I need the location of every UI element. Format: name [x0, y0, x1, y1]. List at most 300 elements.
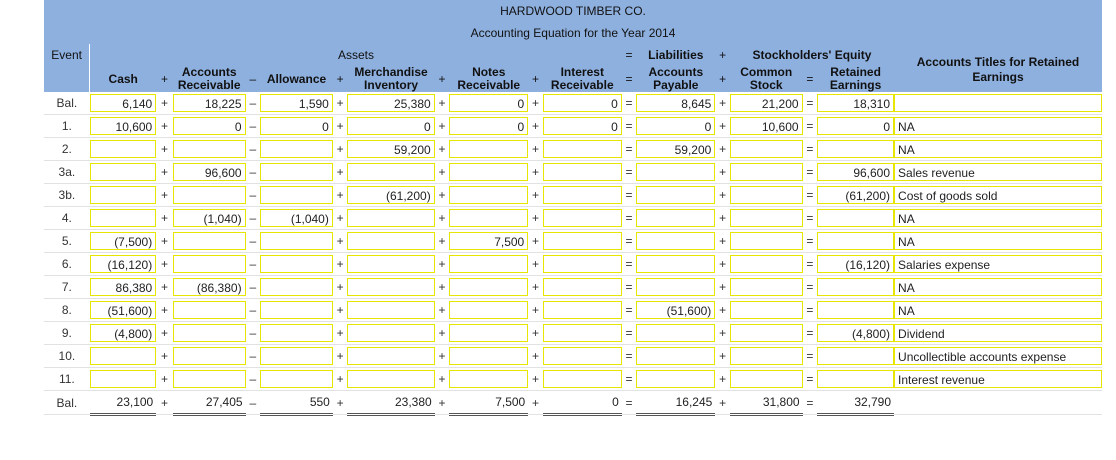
ap-input[interactable]: 59,200 — [636, 140, 715, 158]
re-input[interactable]: (4,800) — [817, 324, 894, 342]
ap-cell — [636, 276, 715, 299]
event-header: Event — [44, 44, 90, 92]
account-title-input[interactable]: NA — [894, 232, 1102, 250]
operator: + — [156, 253, 173, 276]
operator: + — [528, 253, 543, 276]
operator: + — [156, 92, 173, 115]
account-title-input[interactable]: Uncollectible accounts expense — [894, 347, 1102, 365]
nr-input[interactable]: 0 — [449, 94, 528, 112]
allow-cell — [260, 161, 333, 184]
cs-input[interactable] — [730, 370, 803, 388]
nr-cell — [449, 368, 528, 391]
nr-total: 7,500 — [495, 395, 526, 409]
ap-input[interactable] — [636, 186, 715, 204]
operator: + — [333, 391, 348, 415]
ar-header-line1: Accounts — [181, 66, 237, 79]
operator: + — [528, 391, 543, 415]
cs-input[interactable]: 21,200 — [730, 94, 803, 112]
inv-input[interactable] — [347, 232, 434, 250]
allow-cell — [260, 184, 333, 207]
operator: + — [435, 184, 450, 207]
operator: + — [715, 138, 730, 161]
allow-input[interactable] — [260, 301, 333, 319]
ap-input[interactable] — [636, 163, 715, 181]
operator: = — [803, 299, 818, 322]
account-title-input[interactable]: NA — [894, 301, 1102, 319]
operator: + — [156, 391, 173, 415]
cash-input[interactable]: (4,800) — [90, 324, 157, 342]
account-title-input[interactable]: Cost of goods sold — [894, 186, 1102, 204]
operator: + — [156, 207, 173, 230]
operator: + — [715, 253, 730, 276]
ap-cell — [636, 368, 715, 391]
event-label: 3a. — [44, 161, 90, 184]
allow-input[interactable]: (1,040) — [260, 209, 333, 227]
event-label: 7. — [44, 276, 90, 299]
ar-input[interactable]: (86,380) — [173, 278, 246, 296]
cash-input[interactable]: (16,120) — [90, 255, 157, 273]
account-title-input[interactable]: NA — [894, 140, 1102, 158]
operator: = — [622, 299, 637, 322]
ir-header-line2: Receivable — [550, 78, 614, 92]
operator: – — [246, 276, 261, 299]
cs-cell — [730, 322, 803, 345]
cash-input[interactable] — [90, 186, 157, 204]
cs-input[interactable] — [730, 186, 803, 204]
inv-cell — [347, 276, 434, 299]
cs-input[interactable]: 10,600 — [730, 117, 803, 135]
ir-input[interactable] — [543, 255, 622, 273]
re-cell — [817, 207, 894, 230]
table-row — [44, 92, 1102, 115]
ap-cell — [636, 253, 715, 276]
cs-cell — [730, 138, 803, 161]
cash-input[interactable]: (7,500) — [90, 232, 157, 250]
ir-input[interactable] — [543, 209, 622, 227]
inv-input[interactable] — [347, 370, 434, 388]
ir-input[interactable] — [543, 278, 622, 296]
ap-input[interactable] — [636, 278, 715, 296]
ir-input[interactable] — [543, 370, 622, 388]
assets-header: Assets — [90, 44, 622, 66]
operator: – — [246, 138, 261, 161]
operator: + — [156, 161, 173, 184]
operator: + — [528, 207, 543, 230]
operator: + — [435, 345, 450, 368]
re-cell — [817, 276, 894, 299]
cs-header-line1: Common — [740, 66, 793, 79]
ap-cell — [636, 92, 715, 115]
cash-input[interactable]: 10,600 — [90, 117, 157, 135]
re-input[interactable] — [817, 209, 894, 227]
cash-input[interactable] — [90, 209, 157, 227]
account-title-input[interactable]: NA — [894, 209, 1102, 227]
operator: + — [528, 184, 543, 207]
account-title-cell — [894, 184, 1102, 207]
notes-receivable-header — [449, 66, 528, 92]
nr-input[interactable] — [449, 140, 528, 158]
operator: = — [803, 207, 818, 230]
event-label: Bal. — [44, 391, 90, 415]
operator: = — [622, 322, 637, 345]
nr-input[interactable] — [449, 347, 528, 365]
account-title-input[interactable]: Dividend — [894, 324, 1102, 342]
ar-input[interactable]: 96,600 — [173, 163, 246, 181]
table-row — [44, 368, 1102, 391]
inv-input[interactable]: (61,200) — [347, 186, 434, 204]
cash-input[interactable] — [90, 140, 157, 158]
ap-header-line1: Accounts — [648, 66, 704, 79]
allow-input[interactable] — [260, 347, 333, 365]
ap-input[interactable] — [636, 324, 715, 342]
cash-cell — [90, 230, 157, 253]
inventory-header — [347, 66, 434, 92]
allow-cell — [260, 345, 333, 368]
ar-input[interactable] — [173, 347, 246, 365]
ar-header — [173, 66, 246, 92]
cash-cell — [90, 115, 157, 138]
account-title-cell — [894, 345, 1102, 368]
re-header-line1: Retained — [830, 66, 881, 79]
operator: + — [333, 253, 348, 276]
ap-input[interactable] — [636, 347, 715, 365]
inv-cell — [347, 322, 434, 345]
nr-input[interactable] — [449, 301, 528, 319]
operator: + — [333, 207, 348, 230]
inv-cell — [347, 92, 434, 115]
re-input[interactable] — [817, 347, 894, 365]
inv-total: 23,380 — [395, 395, 432, 409]
ar-total: 27,405 — [205, 395, 243, 409]
operator: + — [435, 368, 450, 391]
ir-input[interactable] — [543, 301, 622, 319]
re-cell — [817, 161, 894, 184]
account-title-cell — [894, 368, 1102, 391]
ir-cell — [543, 230, 622, 253]
ar-cell — [173, 322, 246, 345]
allow-cell — [260, 322, 333, 345]
operator: = — [622, 161, 637, 184]
re-input[interactable] — [817, 232, 894, 250]
ar-input[interactable] — [173, 255, 246, 273]
operator: – — [246, 92, 261, 115]
ir-cell — [543, 184, 622, 207]
operator: = — [622, 391, 637, 415]
nr-cell — [449, 184, 528, 207]
ap-header-line2: Payable — [653, 78, 699, 92]
allow-input[interactable]: 1,590 — [260, 94, 333, 112]
operator: – — [246, 368, 261, 391]
operator: + — [528, 138, 543, 161]
re-input[interactable]: (61,200) — [817, 186, 894, 204]
operator: = — [803, 92, 818, 115]
eq-header: = — [622, 44, 637, 66]
cs-input[interactable] — [730, 278, 803, 296]
account-title-input[interactable]: NA — [894, 278, 1102, 296]
event-label: 2. — [44, 138, 90, 161]
allow-cell — [260, 299, 333, 322]
allow-cell — [260, 92, 333, 115]
ap-input[interactable] — [636, 209, 715, 227]
operator: = — [622, 138, 637, 161]
ir-input[interactable] — [543, 232, 622, 250]
cs-input[interactable] — [730, 209, 803, 227]
ir-cell — [543, 368, 622, 391]
ar-input[interactable] — [173, 140, 246, 158]
allow-input[interactable] — [260, 324, 333, 342]
ap-input[interactable]: 0 — [636, 117, 715, 135]
allow-input[interactable] — [260, 140, 333, 158]
operator: = — [622, 368, 637, 391]
re-input[interactable]: 18,310 — [817, 94, 894, 112]
event-label: 6. — [44, 253, 90, 276]
inv-cell — [347, 207, 434, 230]
cash-total: 23,100 — [116, 395, 154, 409]
allow-cell — [260, 207, 333, 230]
cs-input[interactable] — [730, 347, 803, 365]
allow-input[interactable]: 0 — [260, 117, 333, 135]
statement-subtitle: Accounting Equation for the Year 2014 — [44, 22, 1102, 44]
ar-cell — [173, 207, 246, 230]
allow-input[interactable] — [260, 232, 333, 250]
operator: = — [622, 207, 637, 230]
operator: + — [715, 391, 730, 415]
ap-cell — [636, 345, 715, 368]
op-header: + — [156, 66, 173, 92]
operator: + — [435, 322, 450, 345]
allow-cell — [260, 276, 333, 299]
account-titles-header — [894, 44, 1102, 92]
ap-input[interactable] — [636, 232, 715, 250]
re-cell — [817, 184, 894, 207]
inv-input[interactable] — [347, 209, 434, 227]
allow-cell — [260, 253, 333, 276]
operator: + — [435, 161, 450, 184]
account-title-input[interactable]: Sales revenue — [894, 163, 1102, 181]
inv-input[interactable] — [347, 278, 434, 296]
cash-input[interactable] — [90, 163, 157, 181]
account-title-cell — [894, 391, 1102, 415]
ar-input[interactable]: 0 — [173, 117, 246, 135]
operator: + — [156, 138, 173, 161]
re-input[interactable] — [817, 301, 894, 319]
cash-header: Cash — [90, 66, 157, 92]
cs-input[interactable] — [730, 140, 803, 158]
allow-input[interactable] — [260, 255, 333, 273]
ar-cell — [173, 299, 246, 322]
account-title-cell — [894, 230, 1102, 253]
ir-input[interactable]: 0 — [543, 117, 622, 135]
ap-input[interactable] — [636, 370, 715, 388]
op-header: + — [528, 66, 543, 92]
nr-input[interactable]: 7,500 — [449, 232, 528, 250]
cs-cell — [730, 345, 803, 368]
operator: + — [435, 299, 450, 322]
cash-input[interactable] — [90, 370, 157, 388]
operator: = — [803, 322, 818, 345]
inv-cell — [347, 138, 434, 161]
operator: + — [435, 230, 450, 253]
operator: + — [333, 322, 348, 345]
ir-input[interactable] — [543, 324, 622, 342]
re-cell — [817, 299, 894, 322]
event-label: 11. — [44, 368, 90, 391]
cash-input[interactable]: 6,140 — [90, 94, 157, 112]
table-row — [44, 345, 1102, 368]
re-input[interactable] — [817, 140, 894, 158]
operator: – — [246, 253, 261, 276]
operator: = — [803, 184, 818, 207]
ir-input[interactable] — [543, 347, 622, 365]
nr-cell — [449, 345, 528, 368]
ir-input[interactable] — [543, 186, 622, 204]
account-title-cell — [894, 138, 1102, 161]
nr-input[interactable] — [449, 209, 528, 227]
nr-cell — [449, 276, 528, 299]
inv-input[interactable] — [347, 301, 434, 319]
cs-cell — [730, 276, 803, 299]
operator: + — [333, 345, 348, 368]
operator: = — [622, 276, 637, 299]
re-input[interactable]: (16,120) — [817, 255, 894, 273]
re-input[interactable]: 96,600 — [817, 163, 894, 181]
ap-input[interactable]: 8,645 — [636, 94, 715, 112]
ir-cell — [543, 138, 622, 161]
nr-cell — [449, 230, 528, 253]
inv-cell — [347, 345, 434, 368]
operator: = — [622, 115, 637, 138]
cs-input[interactable] — [730, 301, 803, 319]
cs-header-line2: Stock — [749, 78, 783, 92]
inv-input[interactable] — [347, 163, 434, 181]
cash-input[interactable]: 86,380 — [90, 278, 157, 296]
inv-input[interactable] — [347, 255, 434, 273]
ar-input[interactable] — [173, 370, 246, 388]
account-title-input[interactable]: NA — [894, 117, 1102, 135]
operator: = — [803, 276, 818, 299]
operator: + — [156, 115, 173, 138]
re-cell — [817, 115, 894, 138]
cs-input[interactable] — [730, 324, 803, 342]
inventory-header-line1: Merchandise — [354, 66, 428, 79]
operator: = — [803, 230, 818, 253]
nr-input[interactable] — [449, 278, 528, 296]
operator: = — [622, 184, 637, 207]
re-input[interactable]: 0 — [817, 117, 894, 135]
re-cell — [817, 92, 894, 115]
nr-cell — [449, 391, 528, 415]
operator: + — [435, 115, 450, 138]
cash-cell — [90, 138, 157, 161]
operator: + — [333, 368, 348, 391]
ar-cell — [173, 138, 246, 161]
nr-cell — [449, 207, 528, 230]
cs-total: 31,800 — [762, 395, 800, 409]
ir-input[interactable] — [543, 140, 622, 158]
operator: = — [803, 161, 818, 184]
inv-cell — [347, 115, 434, 138]
operator: + — [715, 276, 730, 299]
inv-input[interactable] — [347, 347, 434, 365]
nr-input[interactable]: 0 — [449, 117, 528, 135]
liabilities-header: Liabilities — [636, 44, 715, 66]
allow-input[interactable] — [260, 163, 333, 181]
cash-cell — [90, 92, 157, 115]
event-label: 3b. — [44, 184, 90, 207]
cs-input[interactable] — [730, 255, 803, 273]
allow-input[interactable] — [260, 370, 333, 388]
company-title: HARDWOOD TIMBER CO. — [44, 0, 1102, 22]
cash-cell — [90, 161, 157, 184]
ir-input[interactable] — [543, 163, 622, 181]
cash-input[interactable] — [90, 347, 157, 365]
cash-cell — [90, 345, 157, 368]
operator: + — [528, 345, 543, 368]
ar-cell — [173, 253, 246, 276]
re-input[interactable] — [817, 370, 894, 388]
ar-input[interactable]: (1,040) — [173, 209, 246, 227]
equity-header: Stockholders' Equity — [730, 44, 894, 66]
inv-input[interactable]: 0 — [347, 117, 434, 135]
ap-input[interactable]: (51,600) — [636, 301, 715, 319]
ar-input[interactable] — [173, 186, 246, 204]
nr-input[interactable] — [449, 255, 528, 273]
cash-cell — [90, 322, 157, 345]
event-label: 1. — [44, 115, 90, 138]
nr-input[interactable] — [449, 163, 528, 181]
account-title-input[interactable] — [894, 94, 1102, 112]
cash-input[interactable]: (51,600) — [90, 301, 157, 319]
operator: + — [528, 322, 543, 345]
nr-input[interactable] — [449, 370, 528, 388]
operator: + — [528, 92, 543, 115]
inv-input[interactable] — [347, 324, 434, 342]
operator: + — [435, 276, 450, 299]
inv-input[interactable]: 59,200 — [347, 140, 434, 158]
re-input[interactable] — [817, 278, 894, 296]
ap-input[interactable] — [636, 255, 715, 273]
account-title-cell — [894, 276, 1102, 299]
table-row — [44, 184, 1102, 207]
ar-header-line2: Receivable — [177, 78, 241, 92]
ar-input[interactable] — [173, 232, 246, 250]
re-cell — [817, 253, 894, 276]
ir-cell — [543, 92, 622, 115]
nr-input[interactable] — [449, 324, 528, 342]
ar-input[interactable] — [173, 301, 246, 319]
ir-input[interactable]: 0 — [543, 94, 622, 112]
operator: – — [246, 161, 261, 184]
account-title-input[interactable]: Interest revenue — [894, 370, 1102, 388]
table-row — [44, 276, 1102, 299]
table-row — [44, 138, 1102, 161]
account-title-input[interactable]: Salaries expense — [894, 255, 1102, 273]
inv-cell — [347, 391, 434, 415]
nr-input[interactable] — [449, 186, 528, 204]
operator: + — [156, 184, 173, 207]
ar-input[interactable]: 18,225 — [173, 94, 246, 112]
cs-cell — [730, 253, 803, 276]
allow-input[interactable] — [260, 278, 333, 296]
allow-input[interactable] — [260, 186, 333, 204]
table-row — [44, 115, 1102, 138]
allow-cell — [260, 391, 333, 415]
ar-input[interactable] — [173, 324, 246, 342]
cs-input[interactable] — [730, 232, 803, 250]
inv-input[interactable]: 25,380 — [347, 94, 434, 112]
cs-input[interactable] — [730, 163, 803, 181]
ap-cell — [636, 161, 715, 184]
